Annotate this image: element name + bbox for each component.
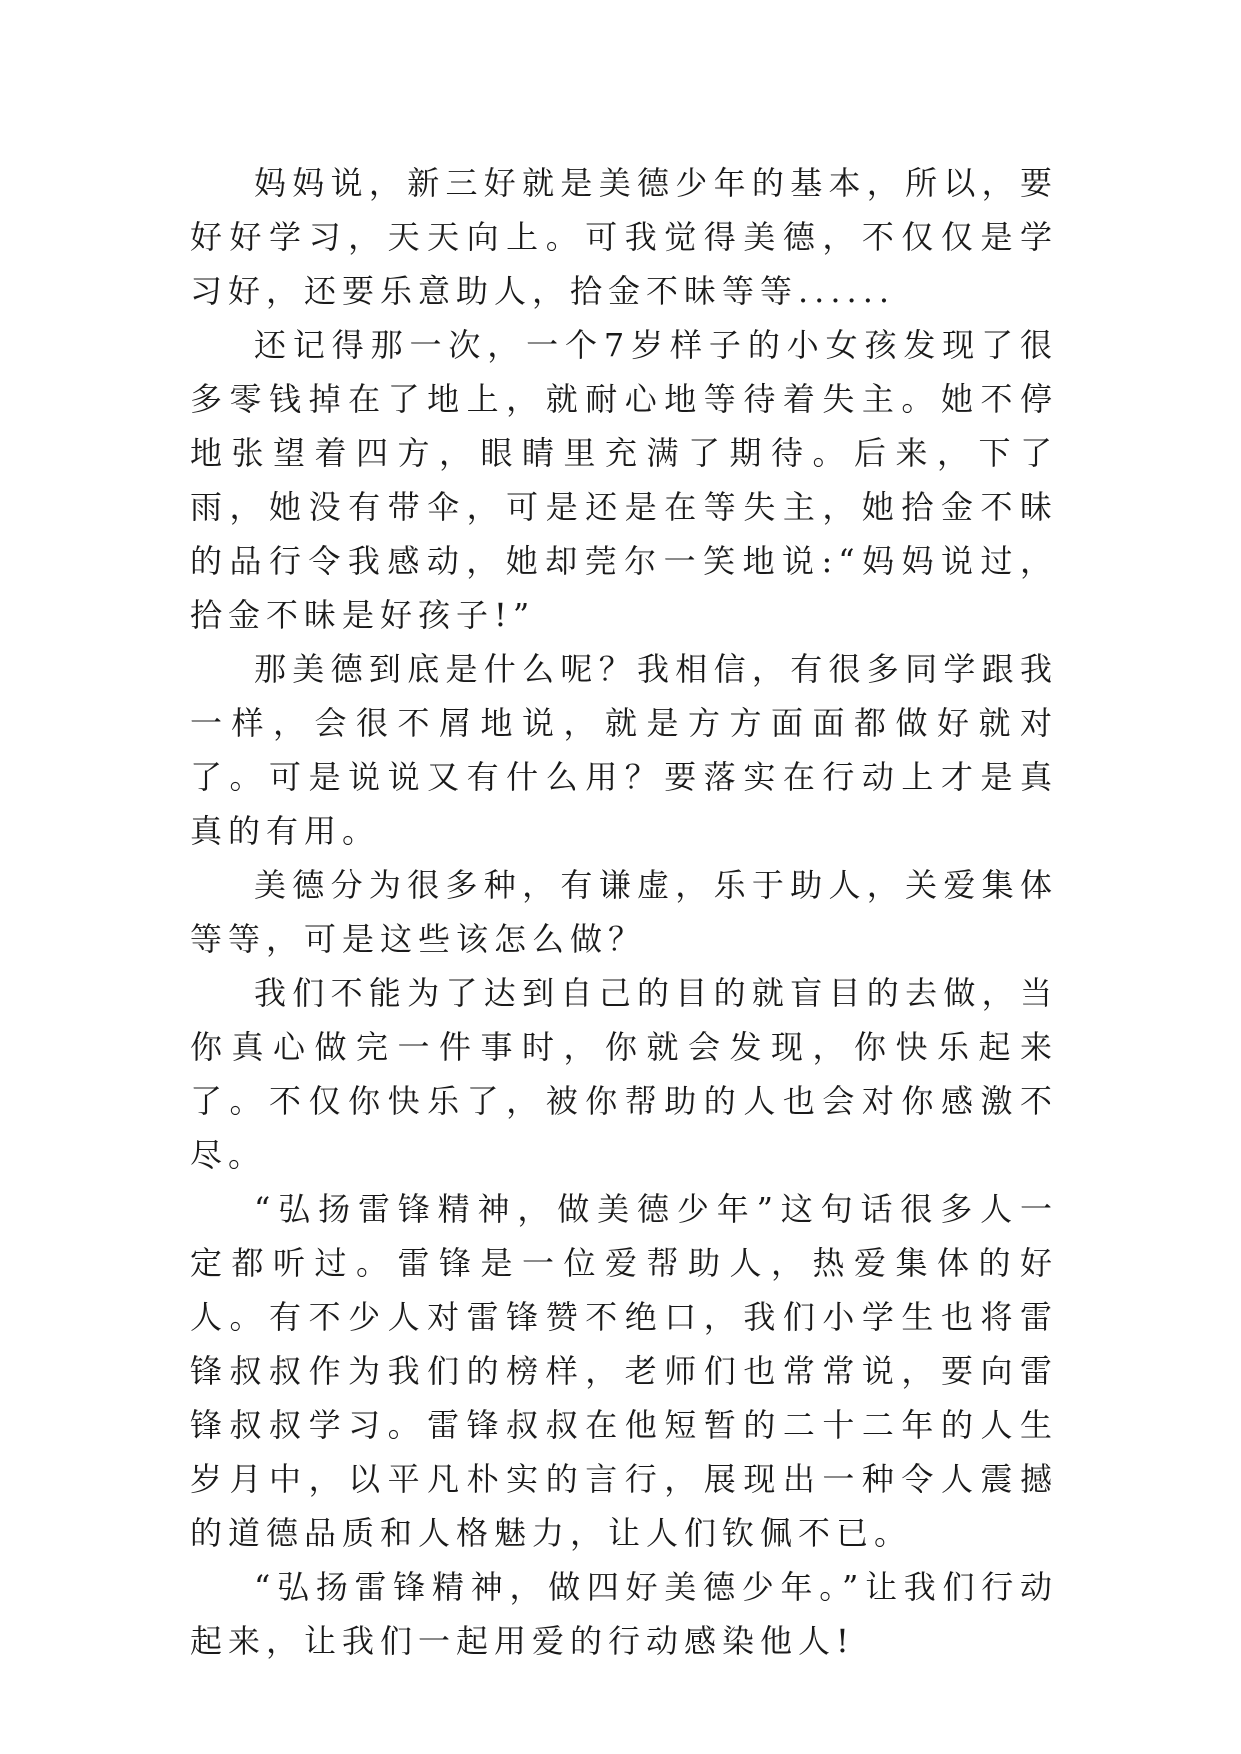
paragraph: 美德分为很多种，有谦虚，乐于助人，关爱集体等等，可是这些该怎么做？: [190, 866, 1058, 958]
paragraph: 还记得那一次，一个7岁样子的小女孩发现了很多零钱掉在了地上，就耐心地等待着失主。她不停地张望着四方，眼睛里充满了期待。后来，下了雨，她没有带伞，可是还是在等失主，她拾金不昧的品行令我感动，她却莞尔一笑地说:“妈妈说过，拾金不昧是好孩子!”: [190, 326, 1058, 634]
document-body: [190, 156, 1058, 1668]
paragraph: “弘扬雷锋精神，做美德少年”这句话很多人一定都听过。雷锋是一位爱帮助人，热爱集体的好人。有不少人对雷锋赞不绝口，我们小学生也将雷锋叔叔作为我们的榜样，老师们也常常说，要向雷锋叔叔学习。雷锋叔叔在他短暂的二十二年的人生岁月中，以平凡朴实的言行，展现出一种令人震撼的道德品质和人格魅力，让人们钦佩不已。: [190, 1190, 1058, 1552]
paragraph: 妈妈说，新三好就是美德少年的基本，所以，要好好学习，天天向上。可我觉得美德，不仅仅是学习好，还要乐意助人，拾金不昧等等......: [190, 164, 1058, 310]
paragraph: 那美德到底是什么呢？我相信，有很多同学跟我一样，会很不屑地说，就是方方面面都做好就对了。可是说说又有什么用？要落实在行动上才是真真的有用。: [190, 650, 1058, 850]
paragraph: “弘扬雷锋精神，做四好美德少年。”让我们行动起来，让我们一起用爱的行动感染他人!: [190, 1568, 1058, 1660]
paragraph: 我们不能为了达到自己的目的就盲目的去做，当你真心做完一件事时，你就会发现，你快乐起来了。不仅你快乐了，被你帮助的人也会对你感激不尽。: [190, 974, 1058, 1174]
